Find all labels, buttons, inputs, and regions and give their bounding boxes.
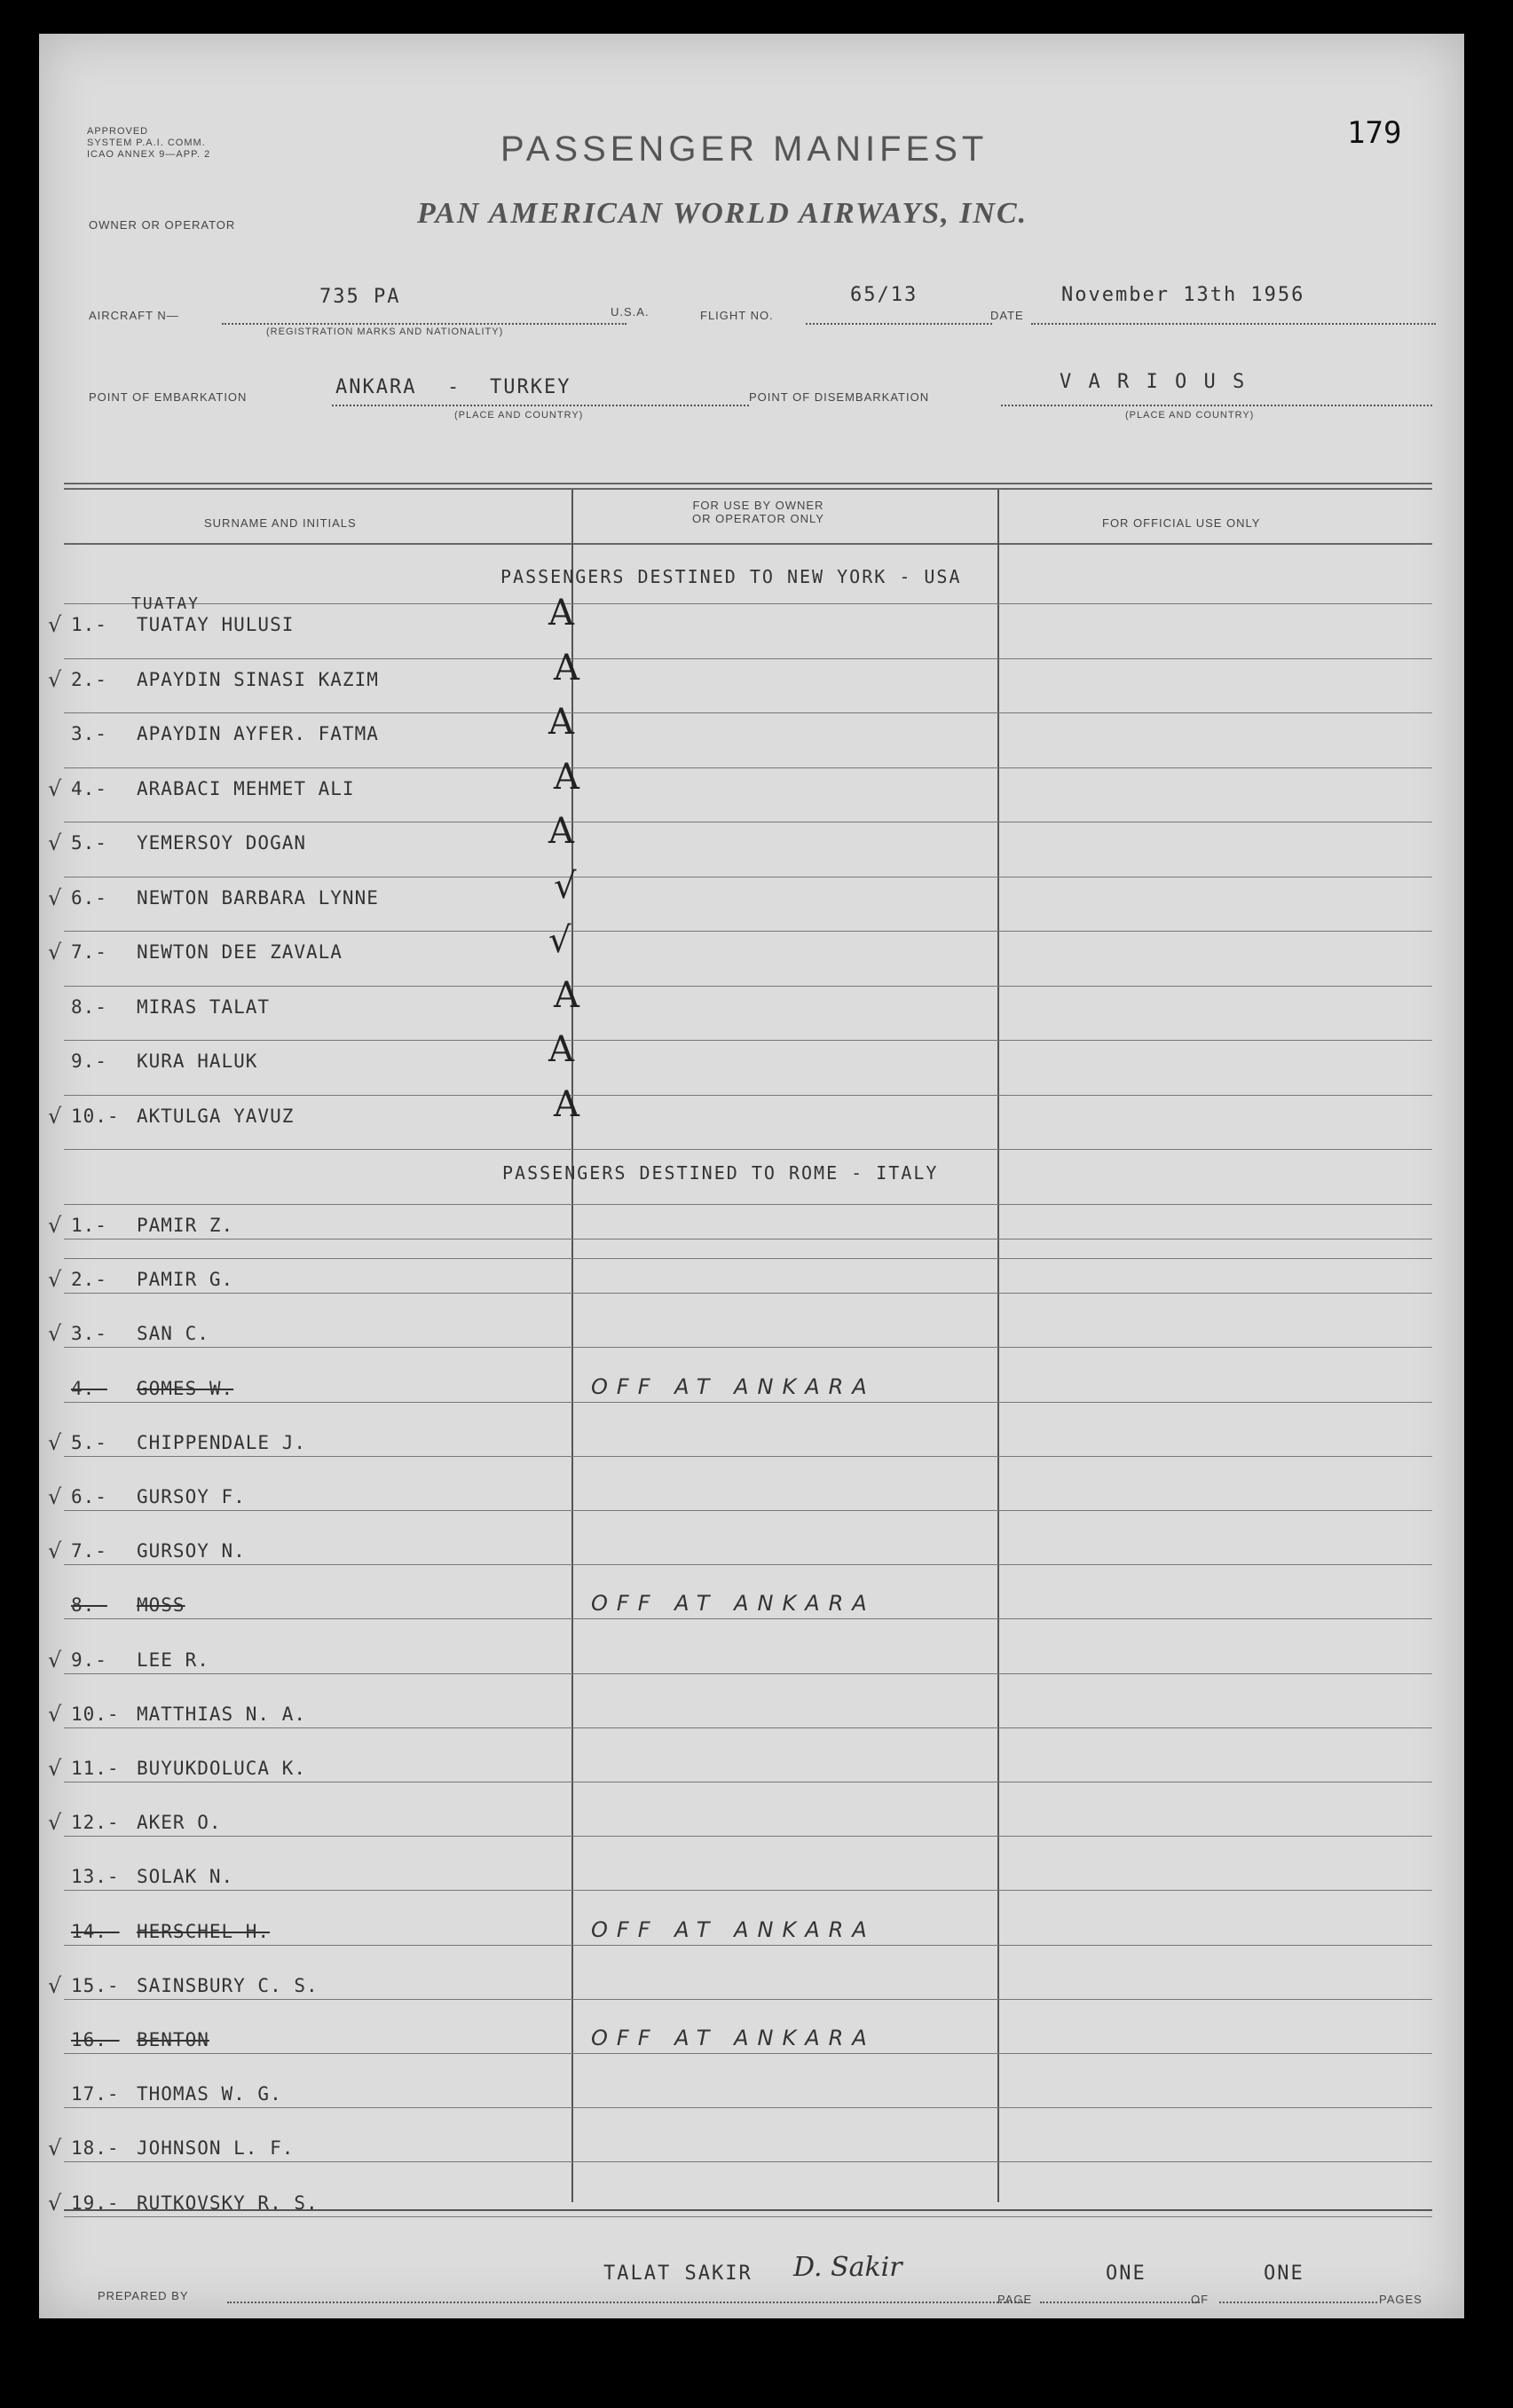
table-row — [39, 1806, 1464, 1842]
passenger-name: RUTKOVSKY R. S. — [137, 2192, 319, 2214]
row-rule — [64, 986, 1432, 987]
row-number: 4.- — [71, 777, 107, 799]
usa-label: U.S.A. — [611, 305, 650, 319]
table-row — [39, 718, 1464, 753]
prepared-label: PREPARED BY — [98, 2289, 189, 2302]
date-underline — [1031, 323, 1436, 325]
handwritten-mark: A — [548, 593, 574, 633]
passenger-name: SOLAK N. — [137, 1866, 234, 1888]
table-row — [39, 1752, 1464, 1788]
embark-country: TURKEY — [490, 376, 571, 398]
passenger-name: GURSOY F. — [137, 1486, 246, 1507]
table-row — [39, 827, 1464, 862]
table-row — [39, 1698, 1464, 1734]
prepared-underline — [227, 2302, 1026, 2303]
table-row — [39, 1373, 1464, 1408]
handwritten-mark: A — [554, 1083, 579, 1125]
owner-note: OFF AT ANKARA — [591, 1591, 876, 1617]
check-mark: √ — [48, 2190, 62, 2215]
embark-underline — [332, 405, 749, 406]
owner-note: OFF AT ANKARA — [591, 2026, 876, 2050]
row-number: 10.- — [71, 1703, 120, 1725]
row-number: 14.- — [71, 1920, 120, 1942]
passenger-name: GOMES W. — [137, 1377, 234, 1399]
disembark-value: V A R I O U S — [1060, 371, 1248, 393]
row-number: 17.- — [71, 2083, 120, 2105]
table-row — [39, 882, 1464, 917]
signature: D. Sakir — [793, 2252, 902, 2283]
row-number: 15.- — [71, 1974, 120, 1996]
passenger-name: APAYDIN SINASI KAZIM — [137, 668, 379, 690]
embark-city: ANKARA — [335, 376, 417, 398]
row-number: 11.- — [71, 1758, 120, 1779]
passenger-name: SAN C. — [137, 1323, 209, 1345]
passenger-name: YEMERSOY DOGAN — [137, 832, 307, 854]
row-number: 18.- — [71, 2137, 120, 2160]
approval-block — [87, 126, 210, 161]
column-official: FOR OFFICIAL USE ONLY — [1102, 516, 1261, 530]
row-number: 16.- — [71, 2029, 120, 2050]
check-mark: √ — [48, 1756, 62, 1781]
row-rule — [64, 767, 1432, 768]
passenger-name: TUATAY HULUSI — [137, 614, 295, 635]
table-row — [39, 1209, 1464, 1245]
manifest-sheet — [39, 34, 1464, 2318]
table-row — [39, 1535, 1464, 1570]
table-row — [39, 2132, 1464, 2168]
table-row — [39, 773, 1464, 808]
place-caption: (PLACE AND COUNTRY) — [454, 410, 584, 421]
date-value: November 13th 1956 — [1061, 284, 1305, 306]
table-row — [39, 1427, 1464, 1462]
check-mark: √ — [48, 1647, 62, 1672]
row-rule — [64, 603, 1432, 604]
disembark-label: POINT OF DISEMBARKATION — [749, 390, 930, 404]
passenger-name: PAMIR Z. — [137, 1215, 234, 1236]
registration-caption: (REGISTRATION MARKS AND NATIONALITY) — [266, 327, 504, 337]
flight-label: FLIGHT NO. — [700, 309, 774, 322]
section-new-york: PASSENGERS DESTINED TO NEW YORK - USA — [500, 566, 962, 587]
table-row — [39, 2024, 1464, 2059]
flight-underline — [806, 323, 992, 325]
table-row — [39, 664, 1464, 699]
approval-line-1: APPROVED — [87, 126, 149, 137]
row-number: 10.- — [71, 1105, 120, 1127]
passenger-name: BUYUKDOLUCA K. — [137, 1758, 307, 1779]
handwritten-mark: A — [548, 1029, 574, 1070]
passenger-name: PAMIR G. — [137, 1269, 234, 1291]
passenger-name: AKTULGA YAVUZ — [137, 1105, 295, 1127]
row-rule — [64, 931, 1432, 932]
handwritten-mark: A — [548, 702, 574, 743]
page-title: PASSENGER MANIFEST — [500, 130, 989, 169]
page-label: PAGE — [997, 2293, 1033, 2306]
row-number: 12.- — [71, 1812, 120, 1834]
table-top-rule-2 — [64, 488, 1432, 490]
column-surname: SURNAME AND INITIALS — [204, 516, 357, 530]
prepared-name: TALAT SAKIR — [603, 2262, 753, 2285]
check-mark: √ — [48, 1701, 62, 1727]
of-label: OF — [1191, 2293, 1210, 2306]
handwritten-mark: A — [554, 974, 579, 1016]
date-label: DATE — [990, 309, 1024, 322]
handwritten-mark: A — [548, 811, 574, 852]
of-underline — [1219, 2302, 1377, 2303]
check-mark: √ — [48, 1972, 62, 1998]
passenger-name: CHIPPENDALE J. — [137, 1431, 307, 1453]
table-row — [39, 1481, 1464, 1516]
handwritten-mark: A — [554, 647, 579, 689]
approval-line-3: ICAO ANNEX 9—APP. 2 — [87, 149, 211, 160]
row-number: 9.- — [71, 1051, 107, 1072]
passenger-name: LEE R. — [137, 1649, 209, 1671]
pages-label: PAGES — [1379, 2293, 1422, 2306]
passenger-name: MATTHIAS N. A. — [137, 1703, 307, 1725]
passenger-name: MOSS — [137, 1594, 185, 1617]
table-row — [39, 1644, 1464, 1680]
column-owner-use — [692, 499, 824, 525]
airline-name: PAN AMERICAN WORLD AIRWAYS, INC. — [417, 197, 1028, 230]
check-mark: √ — [48, 775, 62, 801]
row-number: 19.- — [71, 2192, 120, 2214]
embark-dash: - — [447, 376, 461, 398]
row-number: 6.- — [71, 1486, 107, 1507]
passenger-name: THOMAS W. G. — [137, 2083, 282, 2105]
aircraft-label: AIRCRAFT N— — [89, 309, 179, 322]
table-row — [39, 1318, 1464, 1353]
table-row — [39, 936, 1464, 972]
place-caption-2: (PLACE AND COUNTRY) — [1125, 410, 1255, 421]
row-number: 3.- — [71, 1323, 107, 1345]
row-rule — [64, 1258, 1432, 1259]
embark-label: POINT OF EMBARKATION — [89, 390, 248, 404]
column-owner-use-line-2: OR OPERATOR ONLY — [692, 512, 824, 525]
disembark-underline — [1001, 405, 1432, 406]
aircraft-underline — [222, 323, 626, 325]
passenger-name: NEWTON DEE ZAVALA — [137, 941, 343, 963]
check-mark: √ — [48, 1429, 62, 1455]
row-rule — [64, 712, 1432, 713]
passenger-name: AKER O. — [137, 1812, 222, 1834]
table-row — [39, 1589, 1464, 1625]
row-rule — [64, 1204, 1432, 1205]
handwritten-mark: √ — [554, 865, 577, 907]
check-mark: √ — [48, 1810, 62, 1836]
handwritten-mark: A — [554, 756, 579, 798]
check-mark: √ — [48, 830, 62, 855]
check-mark: √ — [48, 612, 62, 637]
of-value: ONE — [1264, 2262, 1304, 2285]
row-number: 2.- — [71, 1269, 107, 1291]
owner-note: OFF AT ANKARA — [591, 1373, 876, 1399]
column-owner-use-line-1: FOR USE BY OWNER — [692, 499, 824, 512]
page-number: 179 — [1347, 115, 1402, 151]
flight-value: 65/13 — [850, 284, 918, 306]
row-number: 8.- — [71, 1594, 107, 1617]
check-mark: √ — [48, 2136, 62, 2161]
table-row — [39, 1100, 1464, 1136]
row-number: 13.- — [71, 1866, 120, 1888]
section-rome: PASSENGERS DESTINED TO ROME - ITALY — [502, 1162, 939, 1184]
check-mark: √ — [48, 1267, 62, 1293]
row-number: 2.- — [71, 668, 107, 690]
owner-label: OWNER OR OPERATOR — [89, 218, 236, 232]
check-mark: √ — [48, 666, 62, 692]
aircraft-value: 735 PA — [319, 286, 401, 308]
row-number: 3.- — [71, 723, 107, 744]
table-top-rule-1 — [64, 483, 1432, 484]
table-row — [39, 1861, 1464, 1896]
check-mark: √ — [48, 940, 62, 964]
table-row — [39, 609, 1464, 644]
row-rule — [64, 658, 1432, 659]
page-value: ONE — [1106, 2262, 1147, 2285]
passenger-name: MIRAS TALAT — [137, 995, 271, 1018]
passenger-name: GURSOY N. — [137, 1540, 246, 1562]
row-number: 5.- — [71, 832, 107, 854]
row-number: 8.- — [71, 995, 107, 1018]
row-number: 5.- — [71, 1431, 107, 1453]
page-underline — [1040, 2302, 1200, 2303]
passenger-name: NEWTON BARBARA LYNNE — [137, 886, 379, 909]
table-row — [39, 1916, 1464, 1951]
name-correction: TUATAY — [131, 594, 201, 613]
row-number: 7.- — [71, 1540, 107, 1562]
passenger-name: JOHNSON L. F. — [137, 2137, 295, 2160]
table-header-rule — [64, 543, 1432, 545]
table-row — [39, 991, 1464, 1027]
passenger-name: BENTON — [137, 2029, 209, 2050]
row-number: 1.- — [71, 1215, 107, 1236]
check-mark: √ — [48, 1321, 62, 1347]
check-mark: √ — [48, 885, 62, 910]
row-rule — [64, 1149, 1432, 1150]
row-rule — [64, 1040, 1432, 1041]
table-row — [39, 2187, 1464, 2223]
approval-line-2: SYSTEM P.A.I. COMM. — [87, 138, 206, 148]
check-mark: √ — [48, 1213, 62, 1238]
passenger-name: KURA HALUK — [137, 1051, 258, 1072]
table-row — [39, 1970, 1464, 2005]
check-mark: √ — [48, 1103, 62, 1129]
check-mark: √ — [48, 1484, 62, 1509]
row-number: 1.- — [71, 614, 107, 635]
row-rule — [64, 1095, 1432, 1096]
row-number: 4.- — [71, 1377, 107, 1399]
table-row — [39, 1263, 1464, 1299]
table-row — [39, 1045, 1464, 1081]
owner-note: OFF AT ANKARA — [591, 1916, 876, 1942]
passenger-name: ARABACI MEHMET ALI — [137, 777, 355, 799]
table-row — [39, 2078, 1464, 2113]
check-mark: √ — [48, 1538, 62, 1564]
row-number: 6.- — [71, 886, 107, 909]
passenger-name: APAYDIN AYFER. FATMA — [137, 723, 379, 744]
row-number: 9.- — [71, 1649, 107, 1671]
passenger-name: HERSCHEL H. — [137, 1920, 271, 1942]
passenger-name: SAINSBURY C. S. — [137, 1974, 319, 1996]
handwritten-mark: √ — [548, 920, 571, 961]
row-number: 7.- — [71, 941, 107, 963]
